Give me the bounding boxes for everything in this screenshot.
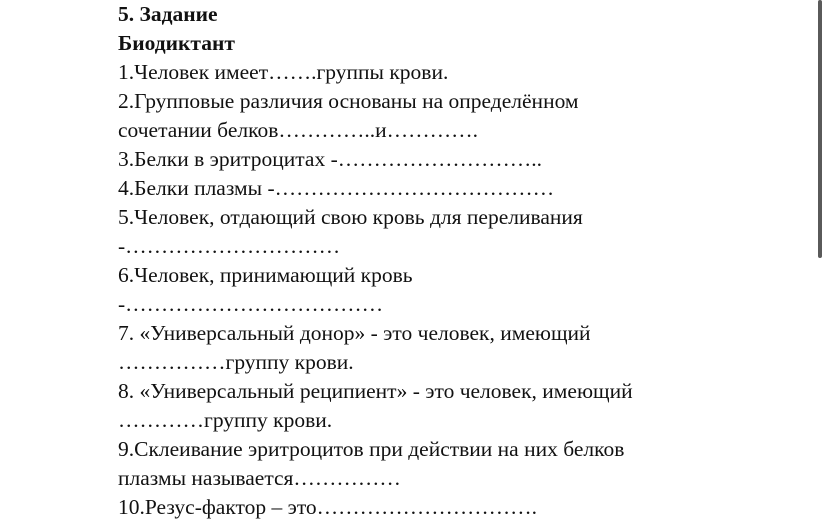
vertical-scrollbar[interactable]	[818, 0, 822, 258]
question-4: 4.Белки плазмы -…………………………………	[118, 176, 555, 200]
question-6-line-2: -………………………………	[118, 292, 384, 316]
question-5-line-1: 5.Человек, отдающий свою кровь для переливания	[118, 205, 583, 229]
question-3: 3.Белки в эритроцитах -………………………..	[118, 147, 542, 171]
worksheet-subtitle: Биодиктант	[118, 31, 235, 55]
question-2-line-1: 2.Групповые различия основаны на определённом	[118, 89, 579, 113]
question-9-line-2: плазмы называется……………	[118, 466, 401, 490]
question-1: 1.Человек имеет…….группы крови.	[118, 60, 449, 84]
question-10: 10.Резус-фактор – это………………………….	[118, 495, 538, 519]
question-7-line-2: ……………группу крови.	[118, 350, 354, 374]
question-2-line-2: сочетании белков…………..и………….	[118, 118, 478, 142]
task-title: 5. Задание	[118, 2, 218, 26]
question-8-line-2: …………группу крови.	[118, 408, 333, 432]
question-5-line-2: -…………………………	[118, 234, 341, 258]
question-9-line-1: 9.Склеивание эритроцитов при действии на них белков	[118, 437, 625, 461]
question-6-line-1: 6.Человек, принимающий кровь	[118, 263, 413, 287]
question-7-line-1: 7. «Универсальный донор» - это человек, имеющий	[118, 321, 591, 345]
worksheet	[118, 0, 808, 522]
question-8-line-1: 8. «Универсальный реципиент» - это человек, имеющий	[118, 379, 633, 403]
